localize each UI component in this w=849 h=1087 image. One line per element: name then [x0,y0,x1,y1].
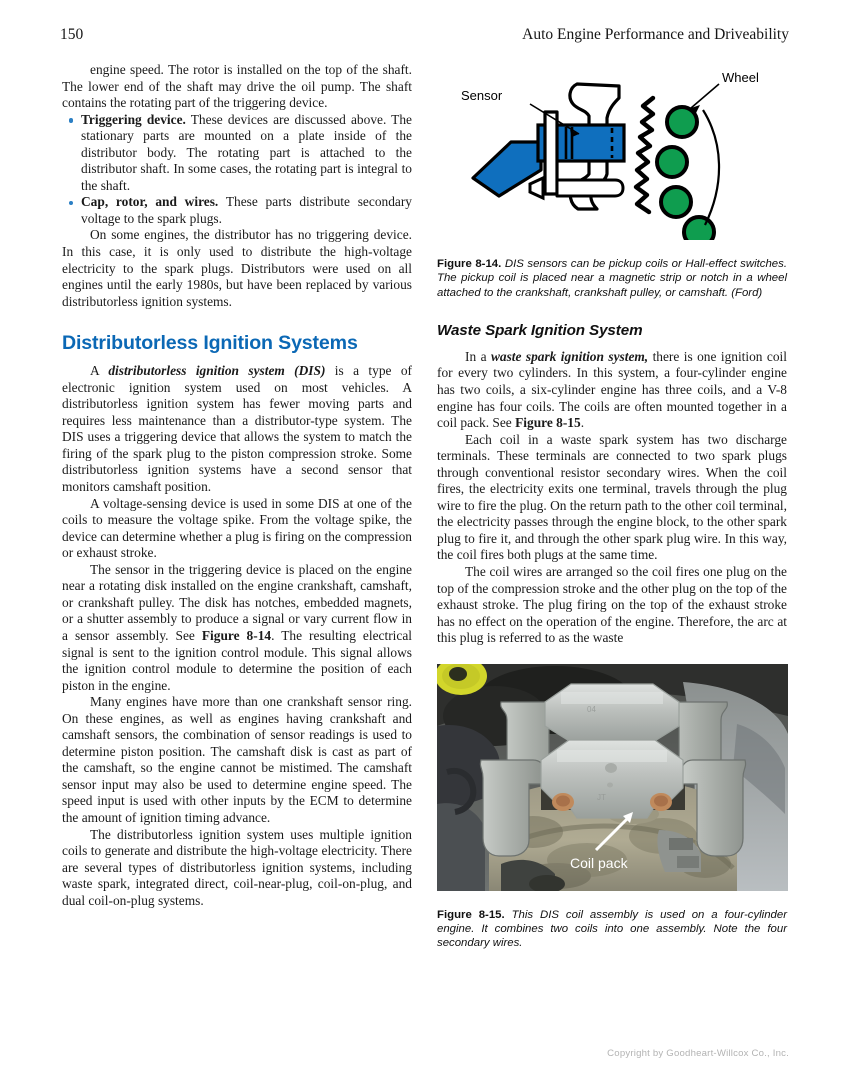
sensor-label: Sensor [461,88,503,103]
sensor-text-b: . The resulting electrical signal is sent to the ignition control module. This signal allows the ignition control module to determine the position of each piston in the engine. [62,627,412,693]
list-item [62,194,412,227]
dis-intro-prefix: A [90,363,109,379]
left-column [62,62,412,909]
figure-8-14-illustration [437,62,787,240]
list-item-text: These parts distribute secondary voltage to the spark plugs. [81,194,413,226]
dis-intro-rest: is a type of electronic ignition system used on most vehicles. A distributorless ignition system has fewer moving parts and requires less maintenance than a distributor-type system. The DIS uses a triggering device that allows the system to match the firing of the spark plug to the piston compression stroke. Some distributorless ignition systems have a second sensor that monitors camshaft position. [62,363,412,495]
subheading-waste-spark: Waste Spark Ignition System [437,321,643,339]
list-item-lead: Triggering device. [81,111,186,127]
copyright-notice: Copyright by Goodheart-Willcox Co., Inc. [607,1048,789,1059]
figure-8-14-number: Figure 8-14. [437,258,502,270]
paragraph-many-engines: Many engines have more than one crankshaft sensor ring. On these engines, as well as engines having crankshaft and camshaft sensors, the combination of sensor readings is used to determine piston position. The camshaft disk is cast as part of the camshaft, so the engine cannot be mistimed. The camshaft sensor input may also be used to determine engine speed. The speed input is used with other inputs by the ECM to determine the amount of ignition timing advance. [62,694,412,825]
waste-text-b: there is one ignition coil for every two cylinders. In this system, a four-cylinder engine has two coils, a six-cylinder engine has three coils, and a V-8 engine has four coils. The coils are often mounted together in a coil pack. See [437,348,787,431]
paragraph-continued: engine speed. The rotor is installed on the top of the shaft. The lower end of the shaft may drive the oil pump. The shaft contains the rotating part of the triggering device. [62,62,412,111]
paragraph-each-coil: Each coil in a waste spark system has two discharge terminals. These terminals are connected to two spark plugs through conventional resistor secondary wires. When the coil fires, the electricity exits one terminal, travels through the plug wire to fire the plug. On the return path to the other coil terminal, the electricity passes through the engine block, to the other spark plug to fire it, and through the other spark plug wire. In this way, the coil fires both plugs at the same time. [437,431,787,563]
figure-8-15-photograph [437,664,788,891]
figure-8-15-caption [437,908,787,951]
list-item-lead: Cap, rotor, and wires. [81,194,219,210]
figure-8-14-caption-text: DIS sensors can be pickup coils or Hall-effect switches. The pickup coil is placed near a magnetic strip or notch in a wheel attached to the crankshaft, crankshaft pulley, or camshaft. (Ford) [437,258,787,299]
waste-prefix: In a [465,348,491,364]
paragraph-multiple-coils: The distributorless ignition system uses multiple ignition coils to generate and distribute the high-voltage electricity. There are several types of distributorless ignition systems, including waste spark, integrated direct, coil-near-plug, coil-on-plug, and dual coil-on-plug systems. [62,826,412,908]
paragraph-voltage-sensing: A voltage-sensing device is used in some DIS at one of the coils to measure the voltage spike. From the voltage spike, the device can determine whether a plug is firing on the compression or exhaust stroke. [62,495,412,561]
list-item [62,112,412,195]
figure-8-14-caption [437,257,787,300]
paragraph-coil-wires: The coil wires are arranged so the coil fires one plug on the top of the compression stroke and the other plug on the top of the exhaust stroke. The plug firing on the top of the exhaust stroke has no effect on the operation of the engine. Therefore, the arc at this plug is referred to as the waste [437,564,787,646]
list-item-text: These devices are discussed above. The stationary parts are mounted on a plate inside of the distributor body. The rotating part is attached to the distributor shaft. In some cases, the rotating part is integral to the shaft. [81,111,412,193]
svg-text:04: 04 [587,704,596,714]
paragraph-distributor-no-trigger: On some engines, the distributor has no triggering device. In this case, it is only used to distribute the high-voltage electricity to the spark plugs. Distributors were used on all engines until the early 1980s, but have been replaced by various distributorless ignition systems. [62,227,412,309]
waste-spark-term: waste spark ignition system, [490,348,649,364]
book-title: Auto Engine Performance and Driveability [522,26,789,43]
dis-term: distributorless ignition system (DIS) [108,363,326,379]
running-head [60,26,789,46]
section-heading-distributorless: Distributorless Ignition Systems [62,332,358,355]
page-number: 150 [60,26,84,43]
figure-8-15-number: Figure 8-15. [437,908,505,921]
svg-text:JT: JT [597,792,606,802]
wheel-label: Wheel [722,70,759,85]
right-column [437,62,787,951]
paragraph-sensor-placement [62,562,412,694]
figure-8-15-caption-text: This DIS coil assembly is used on a four-cylinder engine. It combines two coils into one assembly. Note the four secondary wires. [437,908,787,950]
sensor-text-a: The sensor in the triggering device is placed on the engine near a rotating disk installed on the engine crankshaft, camshaft, or crankshaft pulley. The disk has notches, embedded magnets, or a shutter assembly to produce a signal or vary current flow in a sensor assembly. See [62,561,412,643]
figure-8-15-reference: Figure 8-15 [515,415,581,431]
figure-8-14-reference: Figure 8-14 [201,627,272,643]
paragraph-dis-intro [62,363,412,495]
distributor-parts-list [62,112,412,228]
coil-pack-label: Coil pack [570,854,628,871]
waste-text-c: . [580,415,585,431]
paragraph-waste-spark-intro [437,349,787,432]
